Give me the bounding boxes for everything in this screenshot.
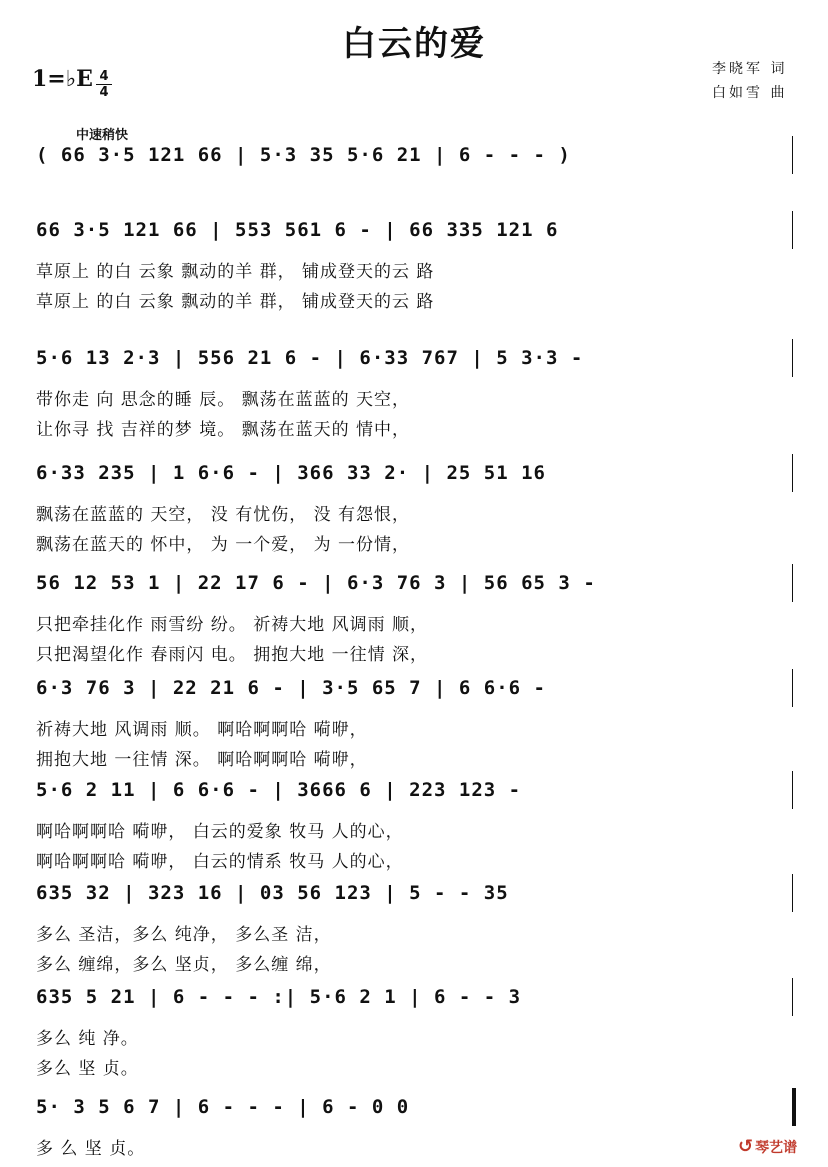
- jianpu-notes: 5·6 2 11 | 6 6·6 - | 3666 6 | 223 123 -: [36, 779, 522, 801]
- lyric-line: 多么 纯 净。: [36, 1029, 139, 1049]
- jianpu-notes: 5·6 13 2·3 | 556 21 6 - | 6·33 767 | 5 3·3 -: [36, 347, 584, 369]
- lyric-line: 祈祷大地 风调雨 顺。 啊哈啊啊哈 嗬咿，: [36, 720, 368, 740]
- lyric-line: 多么 坚 贞。: [36, 1059, 139, 1079]
- lyric-line: 多么 缠绵，多么 坚贞， 多么缠 绵，: [36, 955, 332, 975]
- end-barline: [792, 874, 793, 912]
- lyric-line: 只把渴望化作 春雨闪 电。 拥抱大地 一往情 深，: [36, 645, 429, 665]
- logo-icon: ↺: [738, 1136, 754, 1157]
- end-barline: [792, 136, 793, 174]
- lyric-line: 草原上 的白 云象 飘动的羊 群， 铺成登天的云 路: [36, 262, 435, 282]
- jianpu-notes: 6·3 76 3 | 22 21 6 - | 3·5 65 7 | 6 6·6 -: [36, 677, 546, 699]
- lyric-line: 拥抱大地 一往情 深。 啊哈啊啊哈 嗬咿，: [36, 750, 368, 770]
- jianpu-notes: 635 32 | 323 16 | 03 56 123 | 5 - - 35: [36, 882, 509, 904]
- jianpu-notes: ( 66 3·5 121 66 | 5·3 35 5·6 21 | 6 - - - ): [36, 144, 571, 166]
- lyric-line: 带你走 向 思念的睡 辰。 飘荡在蓝蓝的 天空，: [36, 390, 411, 410]
- end-barline: [792, 978, 793, 1016]
- lyric-line: 只把牵挂化作 雨雪纷 纷。 祈祷大地 风调雨 顺，: [36, 615, 429, 635]
- tempo-marking: 中速稍快: [76, 128, 129, 143]
- lyric-line: 飘荡在蓝天的 怀中， 为 一个爱， 为 一份情，: [36, 535, 411, 555]
- end-barline: [792, 339, 793, 377]
- lyric-line: 啊哈啊啊哈 嗬咿， 白云的情系 牧马 人的心，: [36, 852, 404, 872]
- jianpu-notes: 6·33 235 | 1 6·6 - | 366 33 2· | 25 51 16: [36, 462, 546, 484]
- end-barline: [792, 454, 793, 492]
- meter-bottom: 4: [99, 85, 109, 100]
- lyric-line: 让你寻 找 吉祥的梦 境。 飘荡在蓝天的 情中，: [36, 420, 411, 440]
- lyric-line: 飘荡在蓝蓝的 天空， 没 有忧伤， 没 有怨恨，: [36, 505, 411, 525]
- lyric-line: 多么 圣洁，多么 纯净， 多么圣 洁，: [36, 925, 332, 945]
- lyric-line: 多 么 坚 贞。: [36, 1139, 146, 1159]
- score-title: 白云的爱: [342, 24, 486, 64]
- composer-credit: 白如雪 曲: [712, 85, 788, 101]
- jianpu-notes: 56 12 53 1 | 22 17 6 - | 6·3 76 3 | 56 65 3 -: [36, 572, 596, 594]
- lyric-line: 啊哈啊啊哈 嗬咿， 白云的爱象 牧马 人的心，: [36, 822, 404, 842]
- lyricist-credit: 李晓军 词: [712, 61, 788, 77]
- end-barline: [792, 669, 793, 707]
- end-barline: [792, 211, 793, 249]
- meter-top: 4: [99, 69, 109, 84]
- time-signature: [96, 70, 112, 99]
- lyric-line: 草原上 的白 云象 飘动的羊 群， 铺成登天的云 路: [36, 292, 435, 312]
- key-signature: 1=♭E: [32, 66, 93, 92]
- site-watermark: [738, 1136, 797, 1157]
- end-barline: [792, 564, 793, 602]
- jianpu-notes: 635 5 21 | 6 - - - :| 5·6 2 1 | 6 - - 3: [36, 986, 522, 1008]
- end-barline: [792, 1088, 796, 1126]
- watermark-text: 琴艺谱: [755, 1140, 798, 1156]
- jianpu-notes: 5· 3 5 6 7 | 6 - - - | 6 - 0 0: [36, 1096, 410, 1118]
- jianpu-notes: 66 3·5 121 66 | 553 561 6 - | 66 335 121 6: [36, 219, 559, 241]
- end-barline: [792, 771, 793, 809]
